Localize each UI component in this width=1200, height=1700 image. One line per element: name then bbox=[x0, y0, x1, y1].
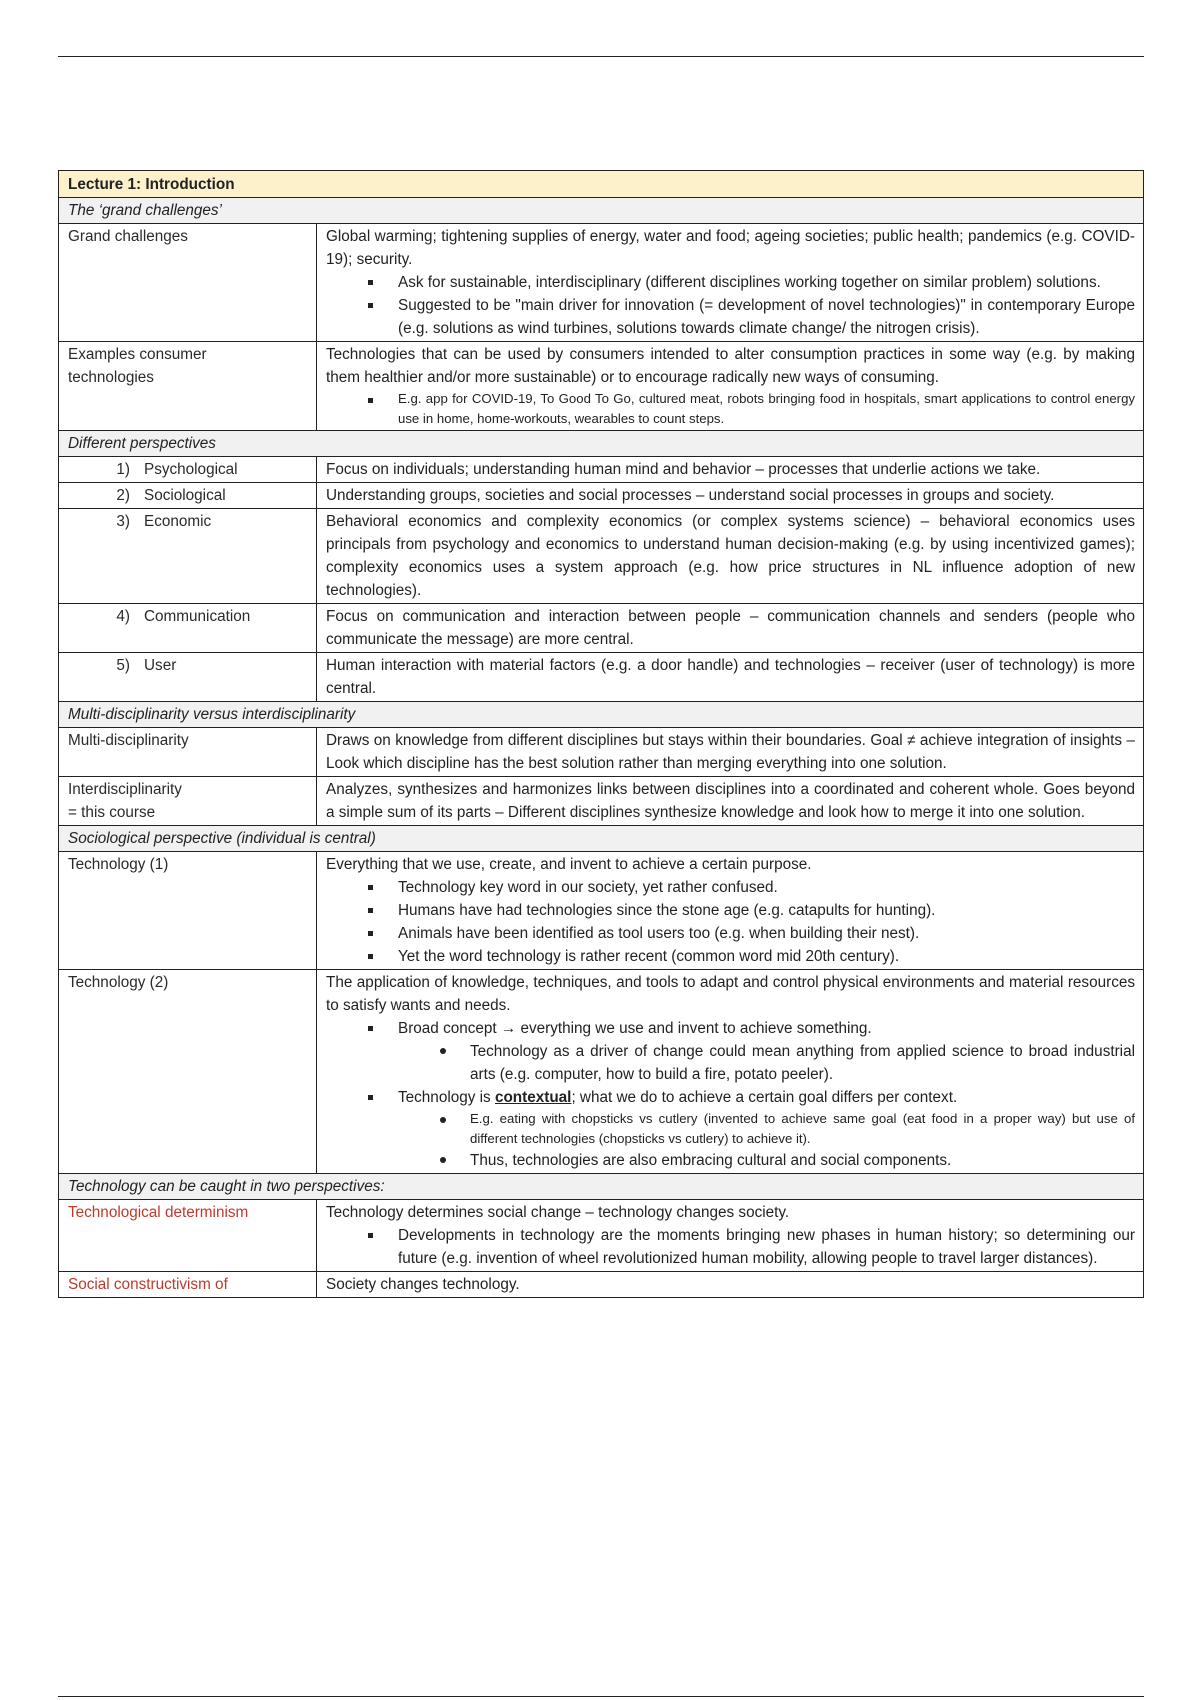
list-item: Animals have been identified as tool users too (e.g. when building their nest). bbox=[326, 922, 1135, 945]
list-item-text: Technology is bbox=[398, 1089, 495, 1106]
table-row bbox=[59, 604, 1144, 653]
section-title-grand-challenges: The ‘grand challenges’ bbox=[59, 198, 1144, 224]
bullet-list bbox=[326, 1224, 1135, 1270]
list-item-text: Broad concept → everything we use and invent to achieve something. bbox=[398, 1020, 872, 1037]
list-number: 3) bbox=[116, 513, 130, 530]
list-item bbox=[326, 1017, 1135, 1040]
term-label: Sociological bbox=[144, 487, 226, 504]
term-line: technologies bbox=[68, 369, 154, 386]
desc-technological-determinism bbox=[317, 1200, 1144, 1272]
desc-technology-2 bbox=[317, 970, 1144, 1174]
lecture-header-row bbox=[59, 171, 1144, 198]
term-sociological bbox=[59, 483, 317, 509]
bullet-list bbox=[326, 1017, 1135, 1040]
section-row bbox=[59, 826, 1144, 852]
list-item: Technology as a driver of change could mean anything from applied science to broad industrial arts (e.g. computer, how to build a fire, potato peeler). bbox=[326, 1040, 1135, 1086]
table-row bbox=[59, 1200, 1144, 1272]
desc-text: The application of knowledge, techniques, and tools to adapt and control physical environments and material resources to satisfy wants and needs. bbox=[326, 974, 1135, 1014]
desc-communication: Focus on communication and interaction between people – communication channels and senders (people who communicate the message) are more central. bbox=[317, 604, 1144, 653]
desc-social-constructivism: Society changes technology. bbox=[317, 1272, 1144, 1298]
section-row bbox=[59, 1174, 1144, 1200]
term-label: Economic bbox=[144, 513, 212, 530]
list-number: 5) bbox=[116, 657, 130, 674]
header-rule bbox=[58, 56, 1144, 57]
term-social-constructivism: Social constructivism of bbox=[59, 1272, 317, 1298]
section-title-multi-vs-inter: Multi-disciplinarity versus interdisciplinarity bbox=[59, 702, 1144, 728]
term-consumer-technologies bbox=[59, 342, 317, 431]
table-row bbox=[59, 457, 1144, 483]
desc-economic: Behavioral economics and complexity economics (or complex systems science) – behavioral economics uses principals from psychology and economics to understand human decision-making (e.g. by using incentivized games); complexity economics uses a system approach (e.g. how price structures in NL influence adoption of new technologies). bbox=[317, 509, 1144, 604]
table-row bbox=[59, 1272, 1144, 1298]
bullet-list bbox=[326, 1086, 1135, 1109]
desc-text: Everything that we use, create, and invent to achieve a certain purpose. bbox=[326, 856, 812, 873]
desc-user: Human interaction with material factors (e.g. a door handle) and technologies – receiver (user of technology) is more central. bbox=[317, 653, 1144, 702]
list-item: Suggested to be "main driver for innovation (= development of novel technologies)" in contemporary Europe (e.g. solutions as wind turbines, solutions towards climate change/ the nitrogen crisis). bbox=[326, 294, 1135, 340]
term-multidisciplinarity: Multi-disciplinarity bbox=[59, 728, 317, 777]
desc-interdisciplinarity: Analyzes, synthesizes and harmonizes links between disciplines into a coordinated and coherent whole. Goes beyond a simple sum of its parts – Different disciplines synthesize knowledge and look how to merge it into one solution. bbox=[317, 777, 1144, 826]
list-item: E.g. app for COVID-19, To Good To Go, cultured meat, robots bringing food in hospitals, smart applications to control energy use in home, home-workouts, wearables to count steps. bbox=[326, 389, 1135, 429]
term-technological-determinism: Technological determinism bbox=[59, 1200, 317, 1272]
table-row bbox=[59, 653, 1144, 702]
list-number: 1) bbox=[116, 461, 130, 478]
term-technology-1: Technology (1) bbox=[59, 852, 317, 970]
section-row bbox=[59, 431, 1144, 457]
list-item: Technology key word in our society, yet rather confused. bbox=[326, 876, 1135, 899]
desc-sociological: Understanding groups, societies and social processes – understand social processes in groups and society. bbox=[317, 483, 1144, 509]
list-item bbox=[326, 1086, 1135, 1109]
term-communication bbox=[59, 604, 317, 653]
term-psychological bbox=[59, 457, 317, 483]
desc-text: Technology determines social change – technology changes society. bbox=[326, 1204, 790, 1221]
section-title-sociological: Sociological perspective (individual is central) bbox=[59, 826, 1144, 852]
desc-multidisciplinarity: Draws on knowledge from different disciplines but stays within their boundaries. Goal ≠ achieve integration of insights – Look which discipline has the best solution rather than merging everything into one solution. bbox=[317, 728, 1144, 777]
bullet-list bbox=[326, 271, 1135, 340]
sub-bullet-list bbox=[326, 1109, 1135, 1172]
table-row bbox=[59, 852, 1144, 970]
term-line: Examples consumer bbox=[68, 346, 207, 363]
desc-text: Global warming; tightening supplies of energy, water and food; ageing societies; public health; pandemics (e.g. COVID-19); security. bbox=[326, 228, 1135, 268]
term-line: Interdisciplinarity bbox=[68, 781, 182, 798]
list-number: 4) bbox=[116, 608, 130, 625]
table-row bbox=[59, 970, 1144, 1174]
sub-bullet-list bbox=[326, 1040, 1135, 1086]
list-item: E.g. eating with chopsticks vs cutlery (invented to achieve same goal (eat food in a proper way) but use of different technologies (chopsticks vs cutlery) to achieve it). bbox=[326, 1109, 1135, 1149]
term-grand-challenges: Grand challenges bbox=[59, 224, 317, 342]
section-title-perspectives: Different perspectives bbox=[59, 431, 1144, 457]
desc-grand-challenges bbox=[317, 224, 1144, 342]
term-user bbox=[59, 653, 317, 702]
bullet-list bbox=[326, 876, 1135, 968]
list-item: Thus, technologies are also embracing cultural and social components. bbox=[326, 1149, 1135, 1172]
list-number: 2) bbox=[116, 487, 130, 504]
bullet-list bbox=[326, 389, 1135, 429]
lecture-notes-table bbox=[58, 170, 1144, 1298]
list-item: Developments in technology are the moments bringing new phases in human history; so determining our future (e.g. invention of wheel revolutionized human mobility, allowing people to travel larger distances). bbox=[326, 1224, 1135, 1270]
table-row bbox=[59, 483, 1144, 509]
keyword-contextual: contextual bbox=[494, 1089, 572, 1106]
desc-technology-1 bbox=[317, 852, 1144, 970]
term-line: = this course bbox=[68, 804, 156, 821]
term-interdisciplinarity bbox=[59, 777, 317, 826]
list-item-text: ; what we do to achieve a certain goal differs per context. bbox=[571, 1089, 958, 1106]
section-row bbox=[59, 702, 1144, 728]
table-row bbox=[59, 509, 1144, 604]
section-row bbox=[59, 198, 1144, 224]
table-row bbox=[59, 342, 1144, 431]
footer-rule bbox=[58, 1696, 1144, 1697]
desc-text: Technologies that can be used by consumers intended to alter consumption practices in some way (e.g. by making them healthier and/or more sustainable) or to encourage radically new ways of consuming. bbox=[326, 346, 1135, 386]
list-item: Yet the word technology is rather recent (common word mid 20th century). bbox=[326, 945, 1135, 968]
term-label: Psychological bbox=[144, 461, 238, 478]
term-label: User bbox=[144, 657, 177, 674]
desc-psychological: Focus on individuals; understanding human mind and behavior – processes that underlie actions we take. bbox=[317, 457, 1144, 483]
list-item: Ask for sustainable, interdisciplinary (different disciplines working together on similar problem) solutions. bbox=[326, 271, 1135, 294]
table-row bbox=[59, 224, 1144, 342]
list-item: Humans have had technologies since the stone age (e.g. catapults for hunting). bbox=[326, 899, 1135, 922]
table-row bbox=[59, 777, 1144, 826]
term-economic bbox=[59, 509, 317, 604]
lecture-title: Lecture 1: Introduction bbox=[59, 171, 1144, 198]
section-title-two-perspectives: Technology can be caught in two perspectives: bbox=[59, 1174, 1144, 1200]
term-technology-2: Technology (2) bbox=[59, 970, 317, 1174]
table-row bbox=[59, 728, 1144, 777]
term-label: Communication bbox=[144, 608, 251, 625]
desc-consumer-technologies bbox=[317, 342, 1144, 431]
